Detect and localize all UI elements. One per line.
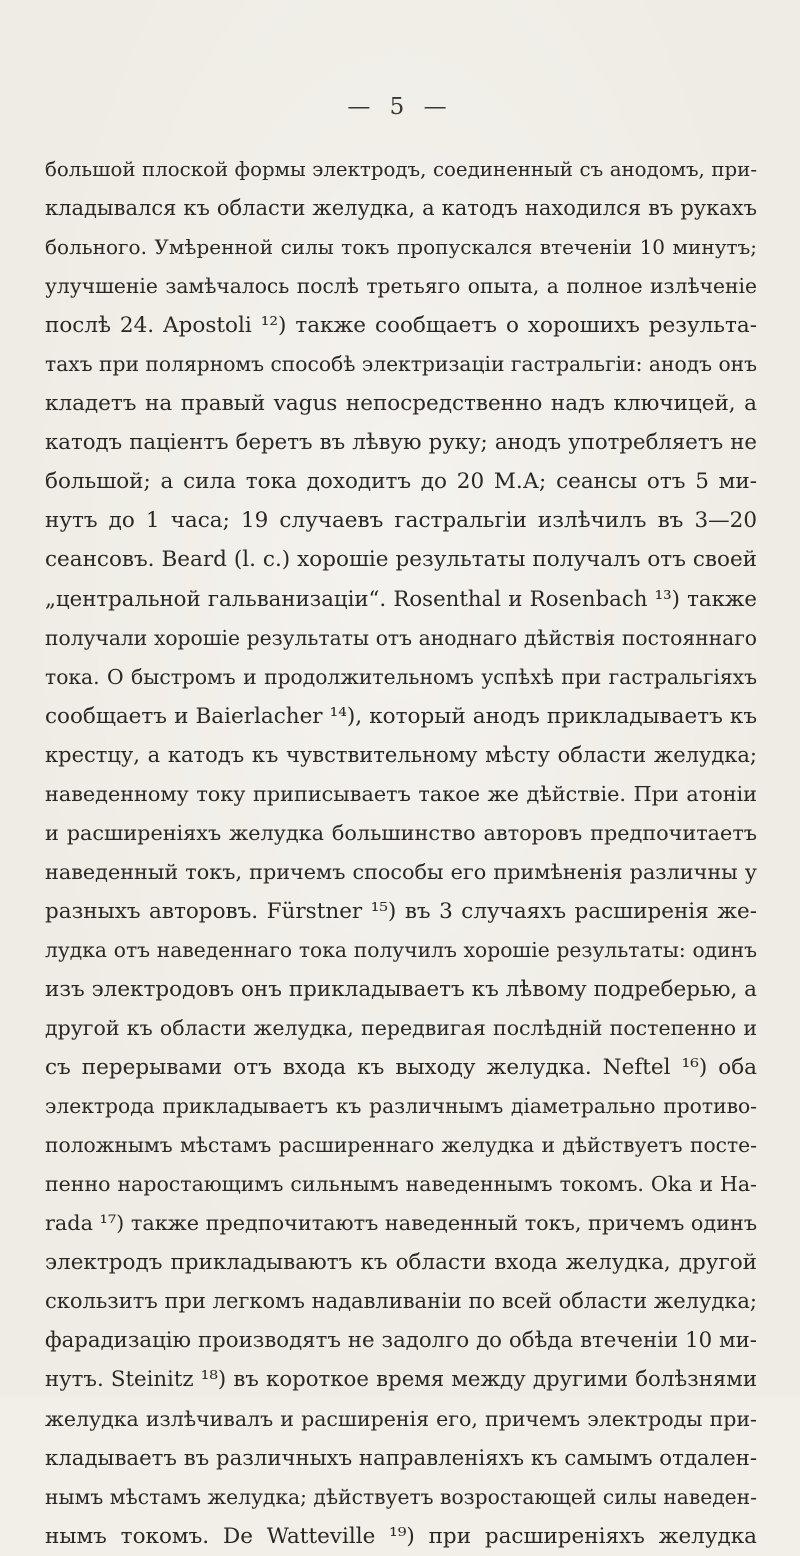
text-line: желудка излѣчивалъ и расширенія его, причемъ электроды при- (45, 1406, 757, 1431)
text-line: электрода прикладываетъ къ различнымъ діаметрально противо- (45, 1094, 757, 1119)
text-line: нымъ мѣстамъ желудка; дѣйствуетъ возростающей силы наведен- (45, 1484, 757, 1509)
text-line: пенно наростающимъ сильнымъ наведеннымъ токомъ. Oka и Ha- (45, 1172, 757, 1197)
text-line: большой; а сила тока доходитъ до 20 М.А; сеансы отъ 5 ми- (45, 469, 757, 495)
text-line: фарадизацію производятъ не задолго до обѣда втеченіи 10 ми- (45, 1328, 757, 1354)
text-line: сеансовъ. Beard (l. c.) хорошіе результаты получалъ отъ своей (45, 547, 757, 573)
text-line: „центральной гальванизаціи“. Rosenthal и Rosenbach ¹³) также (45, 586, 757, 612)
text-line: и расширеніяхъ желудка большинство авторовъ предпочитаетъ (45, 820, 757, 845)
text-line: изъ электродовъ онъ прикладываетъ къ лѣвому подреберью, а (45, 976, 757, 1002)
text-line: нутъ до 1 часа; 19 случаевъ гастральгіи излѣчилъ въ 3—20 (45, 508, 757, 534)
text-line: тока. О быстромъ и продолжительномъ успѣхѣ при гастральгіяхъ (45, 664, 757, 689)
text-line: наведенному току приписываетъ такое же дѣйствіе. При атоніи (45, 781, 757, 806)
text-line: другой къ области желудка, передвигая послѣдній постепенно и (45, 1016, 757, 1041)
text-line: rada ¹⁷) также предпочитаютъ наведенный токъ, причемъ одинъ (45, 1211, 757, 1236)
text-line: крестцу, а катодъ къ чувствительному мѣсту области желудка; (45, 742, 757, 767)
text-line: кладываетъ въ различныхъ направленіяхъ къ самымъ отдален- (45, 1445, 757, 1471)
text-line: скользитъ при легкомъ надавливаніи по всей области желудка; (45, 1289, 757, 1314)
page-number: — 5 — (347, 94, 453, 120)
text-line: разныхъ авторовъ. Fürstner ¹⁵) въ 3 случаяхъ расширенія же- (45, 898, 757, 924)
text-line: наведенный токъ, причемъ способы его примѣненія различны у (45, 859, 757, 884)
text-line: послѣ 24. Apostoli ¹²) также сообщаетъ о хорошихъ результа- (45, 313, 757, 339)
text-line: лудка отъ наведеннаго тока получилъ хорошіе результаты: одинъ (45, 937, 757, 962)
text-line: сообщаетъ и Baierlacher ¹⁴), который анодъ прикладываетъ къ (45, 703, 757, 729)
text-line: катодъ паціентъ беретъ въ лѣвую руку; анодъ употребляетъ не (45, 430, 757, 456)
text-line: кладетъ на правый vagus непосредственно надъ ключицей, а (45, 391, 757, 417)
text-line: положнымъ мѣстамъ расширеннаго желудка и дѣйствуетъ посте- (45, 1133, 757, 1158)
text-line: нымъ токомъ. De Watteville ¹⁹) при расширеніяхъ желудка (45, 1523, 757, 1549)
body-text (45, 150, 757, 1556)
text-line: кладывался къ области желудка, а катодъ находился въ рукахъ (45, 196, 757, 221)
text-line: большой плоской формы электродъ, соединенный съ анодомъ, при- (45, 158, 757, 181)
text-line: получали хорошіе результаты отъ аноднаго дѣйствія постояннаго (45, 625, 757, 650)
text-line: больного. Умѣренной силы токъ пропускался втеченіи 10 минутъ; (45, 235, 757, 260)
text-line: нутъ. Steinitz ¹⁸) въ короткое время между другими болѣзнями (45, 1367, 757, 1393)
text-line: электродъ прикладываютъ къ области входа желудка, другой (45, 1250, 757, 1276)
text-line: улучшеніе замѣчалось послѣ третьяго опыта, а полное излѣченіе (45, 274, 757, 299)
text-line: съ перерывами отъ входа къ выходу желудка. Neftel ¹⁶) оба (45, 1055, 757, 1081)
text-line: тахъ при полярномъ способѣ электризаціи гастральгіи: анодъ онъ (45, 352, 757, 377)
